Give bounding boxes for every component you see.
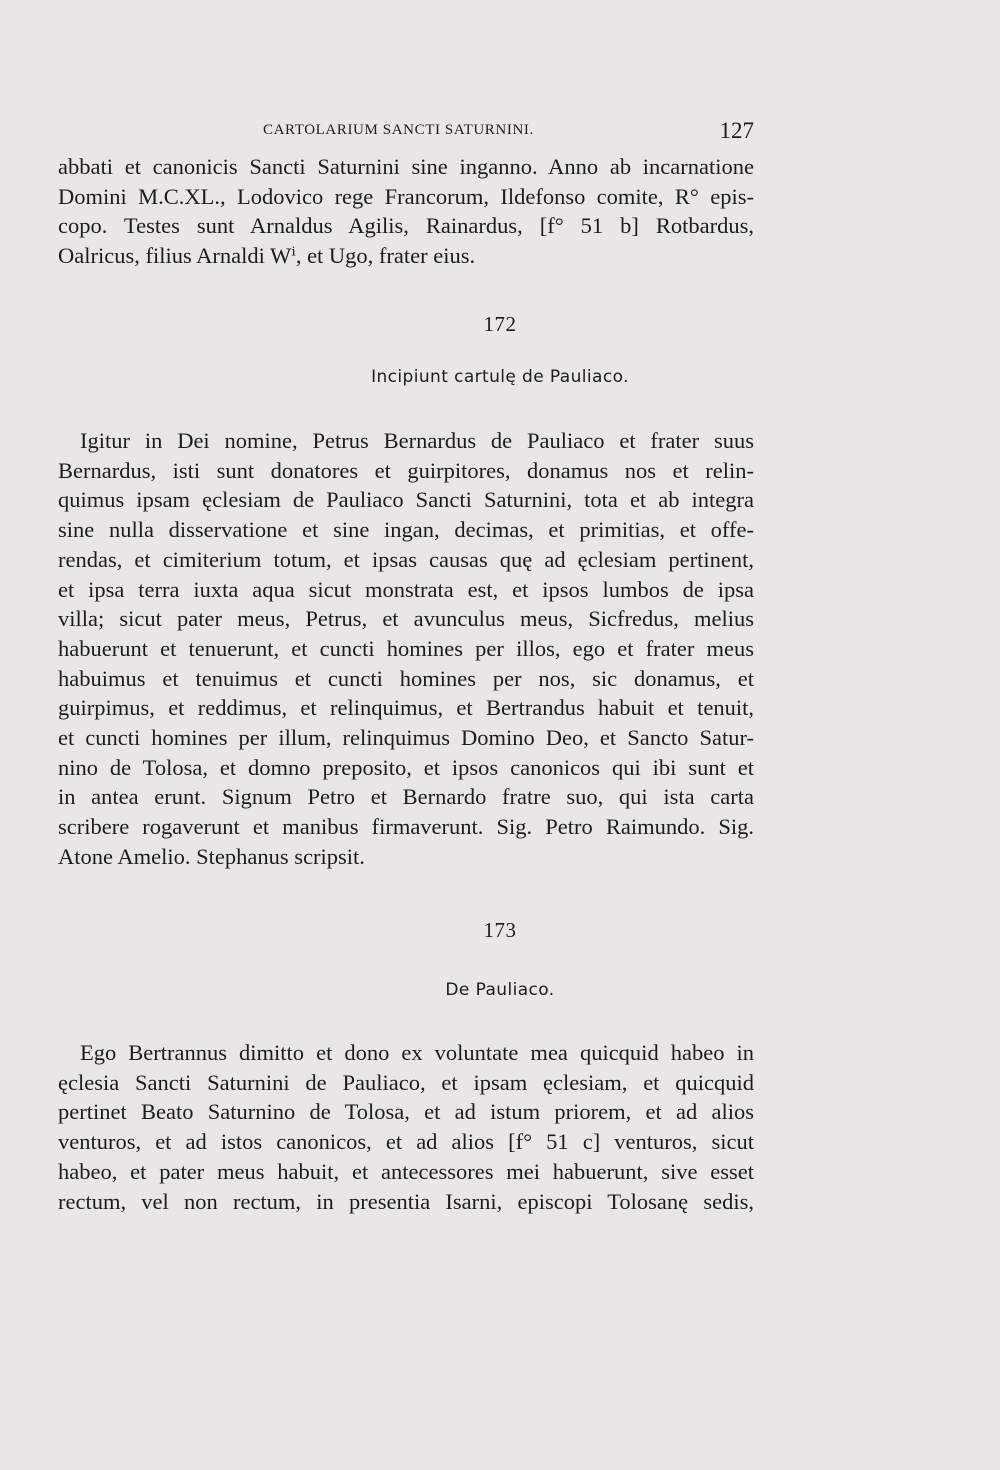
- text-line: quimus ipsam ęclesiam de Pauliaco Sancti Saturnini, tota et ab integra: [58, 487, 754, 513]
- text-line: guirpimus, et reddimus, et relinquimus, et Bertrandus habuit et tenuit,: [58, 695, 754, 721]
- text-line: habuimus et tenuimus et cuncti homines per nos, sic donamus, et: [58, 665, 754, 691]
- text-line: sine nulla disservatione et sine ingan, decimas, et primitias, et offe-: [58, 517, 754, 543]
- text-line: in antea erunt. Signum Petro et Bernardo fratre suo, qui ista carta: [58, 784, 754, 810]
- text-line: Bernardus, isti sunt donatores et guirpitores, donamus nos et relin-: [58, 457, 754, 483]
- text-line: villa; sicut pater meus, Petrus, et avunculus meus, Sicfredus, melius: [58, 606, 754, 632]
- text-line: et cuncti homines per illum, relinquimus Domino Deo, et Sancto Satur-: [58, 725, 754, 751]
- text-line: Igitur in Dei nomine, Petrus Bernardus de Pauliaco et frater suus: [80, 428, 754, 453]
- charter-173-body: [58, 1038, 754, 1216]
- text-line: abbati et canonicis Sancti Saturnini sine inganno. Anno ab incarnatione: [58, 154, 754, 179]
- text-line: copo. Testes sunt Arnaldus Agilis, Rainardus, [f° 51 b] Rotbardus,: [58, 213, 754, 239]
- text-line: Domini M.C.XL., Lodovico rege Francorum, Ildefonso comite, R° epis-: [58, 183, 754, 209]
- text-line: rectum, vel non rectum, in presentia Isarni, episcopi Tolosanę sedis,: [58, 1188, 754, 1214]
- charter-heading-172: Incipiunt cartulę de Pauliaco.: [371, 367, 629, 387]
- continuation-paragraph: [58, 152, 754, 271]
- text-line: Oalricus, filius Arnaldi Wⁱ, et Ugo, frater eius.: [58, 243, 476, 269]
- text-line: habeo, et pater meus habuit, et antecessores mei habuerunt, sive esset: [58, 1158, 754, 1184]
- text-line: Atone Amelio. Stephanus scripsit.: [58, 843, 365, 869]
- text-line: pertinet Beato Saturnino de Tolosa, et ad istum priorem, et ad alios: [58, 1099, 754, 1125]
- text-line: scribere rogaverunt et manibus firmaverunt. Sig. Petro Raimundo. Sig.: [58, 814, 754, 840]
- charter-172-body: [58, 426, 754, 872]
- text-line: nino de Tolosa, et domno preposito, et ipsos canonicos qui ibi sunt et: [58, 754, 754, 780]
- text-line: habuerunt et tenuerunt, et cuncti homines per illos, ego et frater meus: [58, 635, 754, 661]
- charter-number-172: 172: [483, 312, 517, 336]
- text-line: Ego Bertrannus dimitto et dono ex voluntate mea quicquid habeo in: [80, 1040, 754, 1065]
- text-line: venturos, et ad istos canonicos, et ad alios [f° 51 c] venturos, sicut: [58, 1129, 754, 1155]
- text-line: ęclesia Sancti Saturnini de Pauliaco, et ipsam ęclesiam, et quicquid: [58, 1069, 754, 1095]
- running-head: [58, 118, 754, 148]
- page-number: 127: [719, 118, 754, 143]
- running-title: CARTOLARIUM SANCTI SATURNINI.: [263, 122, 534, 138]
- charter-heading-173: De Pauliaco.: [445, 980, 555, 1000]
- charter-number-173: 173: [483, 918, 517, 942]
- text-line: et ipsa terra iuxta aqua sicut monstrata est, et ipsos lumbos de ipsa: [58, 576, 754, 602]
- text-line: rendas, et cimiterium totum, et ipsas causas quę ad ęclesiam pertinent,: [58, 546, 754, 572]
